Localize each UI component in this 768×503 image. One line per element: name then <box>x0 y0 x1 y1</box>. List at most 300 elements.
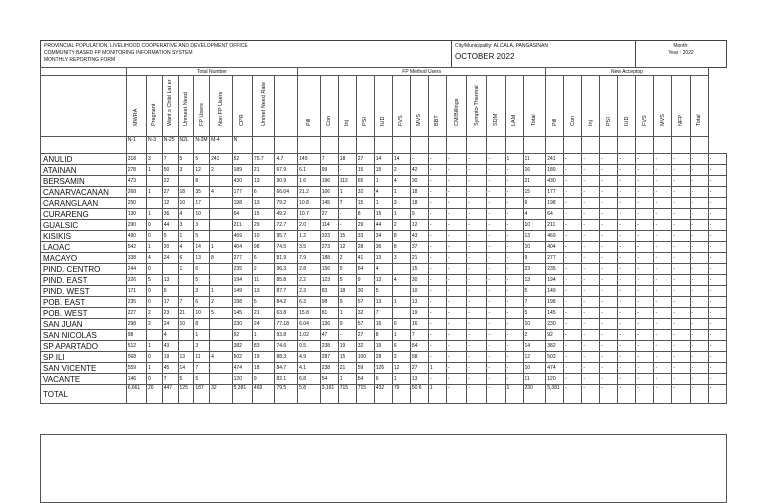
data-cell: - <box>446 165 466 176</box>
data-cell: 6 <box>178 253 194 264</box>
data-cell: - <box>636 275 654 286</box>
data-cell: 9 <box>252 374 275 385</box>
data-cell: 113 <box>338 176 356 187</box>
data-cell: 145 <box>320 198 338 209</box>
data-cell: - <box>600 341 618 352</box>
data-cell: - <box>690 154 708 165</box>
data-cell: - <box>564 154 582 165</box>
data-cell: 4 <box>178 209 194 220</box>
data-cell: 4.1 <box>298 363 321 374</box>
total-cell: - <box>467 385 487 404</box>
data-cell: 13 <box>374 297 392 308</box>
data-cell: - <box>338 209 356 220</box>
data-cell: 123 <box>320 275 338 286</box>
total-cell: - <box>618 385 636 404</box>
barangay-name: POB. EAST <box>41 297 127 308</box>
total-cell: 5.8 <box>298 385 321 404</box>
barangay-name: GUALSIC <box>41 220 127 231</box>
data-cell: 0 <box>146 352 162 363</box>
data-cell: - <box>600 198 618 209</box>
data-cell: 338 <box>126 253 146 264</box>
data-cell: 29 <box>252 220 275 231</box>
data-cell: - <box>618 154 636 165</box>
column-header-label: Unmet Need Rate <box>260 81 267 126</box>
data-cell: - <box>467 286 487 297</box>
data-cell: - <box>564 198 582 209</box>
data-cell: 92 <box>232 330 252 341</box>
column-header <box>162 76 178 137</box>
data-cell: 27 <box>410 363 428 374</box>
data-cell: 277 <box>232 253 252 264</box>
data-cell: - <box>467 220 487 231</box>
data-cell: 18 <box>178 187 194 198</box>
sub-header <box>690 137 708 154</box>
data-cell: 2 <box>392 352 410 363</box>
column-header <box>126 76 146 137</box>
data-cell: 30 <box>410 176 428 187</box>
data-cell: 3 <box>194 286 210 297</box>
data-cell: - <box>446 297 466 308</box>
data-cell: 177 <box>546 187 564 198</box>
data-cell: 244 <box>126 264 146 275</box>
data-cell: 19 <box>162 352 178 363</box>
barangay-name: POB. WEST <box>41 308 127 319</box>
data-cell: 18 <box>410 198 428 209</box>
data-cell: - <box>505 341 523 352</box>
data-cell: - <box>690 187 708 198</box>
column-header-label: Unmeet Need <box>182 92 189 126</box>
data-cell: 6 <box>252 253 275 264</box>
data-cell: 72.7 <box>275 220 298 231</box>
data-cell: 1.6 <box>298 176 321 187</box>
data-cell: 83 <box>252 341 275 352</box>
data-cell: 13 <box>523 231 546 242</box>
data-cell: - <box>446 275 466 286</box>
data-cell: - <box>708 363 726 374</box>
data-cell: 4 <box>146 253 162 264</box>
total-cell: 1 <box>428 385 446 404</box>
data-cell: 67.9 <box>275 165 298 176</box>
data-cell: - <box>446 264 466 275</box>
table-row <box>41 341 727 352</box>
data-cell: 7.9 <box>298 253 321 264</box>
data-cell: 1 <box>146 209 162 220</box>
data-cell <box>210 363 233 374</box>
group-fp-method-users: FP Method Users <box>298 68 546 76</box>
data-cell: 290 <box>126 220 146 231</box>
column-header-label: MVS <box>416 114 423 126</box>
data-cell: 1 <box>338 374 356 385</box>
data-cell: - <box>487 165 505 176</box>
data-cell: 1 <box>146 363 162 374</box>
table-row <box>41 264 727 275</box>
data-cell: - <box>600 319 618 330</box>
data-cell: 59 <box>356 363 374 374</box>
data-cell: 4 <box>162 330 178 341</box>
data-cell: 35 <box>194 187 210 198</box>
data-cell: 5 <box>178 374 194 385</box>
data-cell: 3 <box>146 154 162 165</box>
data-cell: 21 <box>338 363 356 374</box>
data-cell: 21.2 <box>298 187 321 198</box>
data-cell: - <box>636 352 654 363</box>
data-cell: - <box>690 253 708 264</box>
data-cell: - <box>636 319 654 330</box>
column-header <box>320 76 338 137</box>
data-cell: 198 <box>232 198 252 209</box>
data-cell: - <box>564 297 582 308</box>
data-cell: 0 <box>146 297 162 308</box>
data-cell: 14 <box>194 242 210 253</box>
data-cell: 5 <box>194 275 210 286</box>
data-cell: - <box>654 330 672 341</box>
data-cell: 65 <box>356 176 374 187</box>
data-cell: - <box>338 330 356 341</box>
data-cell: - <box>600 253 618 264</box>
data-cell: 230 <box>232 319 252 330</box>
data-cell: 318 <box>126 154 146 165</box>
data-cell: - <box>446 253 466 264</box>
data-cell: 43 <box>162 341 178 352</box>
data-cell: - <box>505 363 523 374</box>
data-cell: - <box>467 363 487 374</box>
data-cell: 5 <box>162 231 178 242</box>
data-cell: - <box>690 363 708 374</box>
data-cell: - <box>505 176 523 187</box>
data-cell: - <box>338 220 356 231</box>
data-cell: 21 <box>410 253 428 264</box>
data-cell: 15.8 <box>298 308 321 319</box>
data-cell: 13 <box>178 352 194 363</box>
data-cell: - <box>467 330 487 341</box>
data-cell: 194 <box>232 275 252 286</box>
barangay-name: SAN JUAN <box>41 319 127 330</box>
column-header <box>505 76 523 137</box>
data-cell <box>210 319 233 330</box>
sub-header <box>392 137 410 154</box>
month-label: Month: <box>673 43 689 49</box>
data-cell: - <box>690 209 708 220</box>
data-cell: 34 <box>374 231 392 242</box>
data-cell: 10 <box>194 308 210 319</box>
data-cell: 14 <box>392 154 410 165</box>
data-cell: 4 <box>392 275 410 286</box>
data-cell: - <box>446 374 466 385</box>
data-cell: 6 <box>194 264 210 275</box>
data-cell: 4 <box>210 352 233 363</box>
sub-header: M-4 <box>210 137 233 154</box>
data-cell: - <box>636 308 654 319</box>
data-cell: - <box>467 231 487 242</box>
data-cell: - <box>487 330 505 341</box>
data-cell: - <box>487 187 505 198</box>
data-cell: - <box>505 286 523 297</box>
data-cell: 54 <box>356 264 374 275</box>
data-cell: - <box>564 308 582 319</box>
data-cell: 7 <box>523 297 546 308</box>
data-cell: - <box>505 231 523 242</box>
column-header-label: MWRA <box>133 108 140 126</box>
column-header <box>546 76 564 137</box>
data-cell: 7 <box>162 374 178 385</box>
data-cell: 2 <box>146 308 162 319</box>
data-cell: 250 <box>126 198 146 209</box>
data-cell: - <box>487 198 505 209</box>
data-cell: - <box>428 176 446 187</box>
data-cell: 382 <box>232 341 252 352</box>
column-header-label: CPR <box>239 114 246 126</box>
data-cell: 2.2 <box>298 275 321 286</box>
data-cell: - <box>505 220 523 231</box>
data-cell: - <box>708 165 726 176</box>
column-header <box>428 76 446 137</box>
data-cell: - <box>690 264 708 275</box>
column-header-label: CM/Billings <box>453 98 460 126</box>
table-row <box>41 154 727 165</box>
report-period: OCTOBER 2022 <box>455 52 515 61</box>
data-cell: - <box>690 374 708 385</box>
column-header <box>392 76 410 137</box>
data-cell: - <box>654 187 672 198</box>
total-cell: 20 <box>146 385 162 404</box>
data-cell: 11 <box>194 352 210 363</box>
data-cell: 21 <box>178 308 194 319</box>
data-cell: - <box>618 374 636 385</box>
data-cell: - <box>636 286 654 297</box>
sub-header: N-2M <box>194 137 210 154</box>
data-cell: - <box>446 220 466 231</box>
data-cell: 13 <box>252 198 275 209</box>
barangay-name: SP ILI <box>41 352 127 363</box>
data-cell: 188 <box>320 253 338 264</box>
data-cell: - <box>487 275 505 286</box>
data-cell: 42 <box>410 165 428 176</box>
data-cell: 2 <box>392 165 410 176</box>
data-cell: - <box>618 352 636 363</box>
data-cell: 64 <box>232 209 252 220</box>
data-cell: 268 <box>126 187 146 198</box>
data-cell: - <box>467 297 487 308</box>
data-cell: 4 <box>178 242 194 253</box>
data-cell: 33 <box>356 231 374 242</box>
data-cell: - <box>505 165 523 176</box>
data-cell: - <box>690 198 708 209</box>
data-cell: 2 <box>392 220 410 231</box>
data-cell: - <box>708 297 726 308</box>
data-cell: - <box>618 198 636 209</box>
data-cell <box>162 264 178 275</box>
data-cell: - <box>564 319 582 330</box>
data-cell: - <box>582 374 600 385</box>
data-cell: - <box>582 352 600 363</box>
data-cell: 473 <box>126 176 146 187</box>
data-cell: - <box>487 209 505 220</box>
data-cell: - <box>446 209 466 220</box>
data-cell: 13 <box>410 374 428 385</box>
data-cell: - <box>672 275 690 286</box>
sub-header-row <box>41 137 727 154</box>
data-cell: 44 <box>162 220 178 231</box>
data-cell: 85.8 <box>275 275 298 286</box>
barangay-name: BERSAMIN <box>41 176 127 187</box>
table-row <box>41 176 727 187</box>
data-cell: - <box>690 352 708 363</box>
data-cell: - <box>672 297 690 308</box>
data-cell: - <box>446 231 466 242</box>
sub-header <box>298 137 321 154</box>
data-cell: 1 <box>392 187 410 198</box>
column-header <box>636 76 654 137</box>
data-cell: 3.5 <box>298 242 321 253</box>
data-cell: 1 <box>392 209 410 220</box>
column-header <box>232 76 252 137</box>
data-cell: - <box>428 308 446 319</box>
data-cell: 3 <box>392 253 410 264</box>
data-cell: 2 <box>338 253 356 264</box>
data-cell: - <box>672 165 690 176</box>
data-cell: - <box>487 231 505 242</box>
data-cell: - <box>564 242 582 253</box>
data-cell: - <box>600 297 618 308</box>
data-cell: 120 <box>232 374 252 385</box>
data-cell <box>210 330 233 341</box>
sub-header <box>600 137 618 154</box>
data-cell: 2.3 <box>298 286 321 297</box>
data-cell: - <box>708 176 726 187</box>
data-cell: 4.7 <box>275 154 298 165</box>
data-cell: 5 <box>374 286 392 297</box>
column-header <box>338 76 356 137</box>
data-cell <box>178 341 194 352</box>
data-cell: - <box>708 231 726 242</box>
data-cell: - <box>654 319 672 330</box>
data-cell <box>178 286 194 297</box>
data-cell: - <box>654 253 672 264</box>
data-cell: 404 <box>232 242 252 253</box>
data-cell: 15 <box>410 264 428 275</box>
barangay-name: CURARENG <box>41 209 127 220</box>
sub-header <box>582 137 600 154</box>
data-cell: - <box>690 286 708 297</box>
data-cell: - <box>600 209 618 220</box>
table-row <box>41 209 727 220</box>
sub-header <box>672 137 690 154</box>
data-cell: 7 <box>410 330 428 341</box>
header-blank <box>41 76 127 137</box>
column-header-label: Want s Child Lat er <box>167 79 174 126</box>
data-cell: - <box>467 176 487 187</box>
data-cell: - <box>582 187 600 198</box>
data-cell: 1 <box>505 154 523 165</box>
data-cell: 5 <box>178 154 194 165</box>
data-cell: 7 <box>194 363 210 374</box>
data-cell: 1 <box>374 198 392 209</box>
total-cell: 6,661 <box>126 385 146 404</box>
column-header <box>210 76 233 137</box>
data-cell: - <box>428 297 446 308</box>
total-cell: 79.5 <box>275 385 298 404</box>
data-cell: - <box>690 341 708 352</box>
data-cell: - <box>582 286 600 297</box>
data-cell: - <box>708 352 726 363</box>
column-header <box>600 76 618 137</box>
data-cell: - <box>690 297 708 308</box>
data-cell: 18 <box>338 286 356 297</box>
data-cell: 1 <box>194 330 210 341</box>
data-cell: 404 <box>546 242 564 253</box>
data-cell: - <box>672 308 690 319</box>
column-header <box>582 76 600 137</box>
data-cell: 1 <box>392 330 410 341</box>
data-cell: 15 <box>523 187 546 198</box>
data-cell: 95.7 <box>275 231 298 242</box>
data-cell: - <box>428 330 446 341</box>
data-cell: - <box>467 187 487 198</box>
data-cell: 230 <box>546 319 564 330</box>
data-cell: 99 <box>320 165 338 176</box>
data-cell: - <box>428 341 446 352</box>
data-cell: - <box>487 154 505 165</box>
data-cell: 512 <box>126 341 146 352</box>
data-cell: 9 <box>523 253 546 264</box>
data-cell: - <box>487 297 505 308</box>
data-cell: - <box>467 352 487 363</box>
data-cell: 211 <box>232 220 252 231</box>
column-header-label: Pregnant <box>151 103 158 126</box>
column-header-label: PSI <box>362 117 369 126</box>
data-cell <box>210 341 233 352</box>
column-header <box>523 76 546 137</box>
total-cell: - <box>582 385 600 404</box>
data-cell: - <box>428 187 446 198</box>
data-cell: - <box>618 242 636 253</box>
data-cell: 3 <box>194 341 210 352</box>
data-cell: - <box>582 275 600 286</box>
data-cell: - <box>467 154 487 165</box>
data-cell: - <box>654 297 672 308</box>
data-cell: 32 <box>356 308 374 319</box>
column-header-label: PSI <box>605 117 612 126</box>
data-cell: - <box>708 154 726 165</box>
data-cell: 63.8 <box>275 308 298 319</box>
data-cell: - <box>505 374 523 385</box>
data-cell: - <box>690 308 708 319</box>
data-cell: 4 <box>374 187 392 198</box>
data-cell: - <box>672 209 690 220</box>
data-cell: 2.0 <box>298 220 321 231</box>
data-cell: 149 <box>298 154 321 165</box>
data-cell: 3 <box>194 220 210 231</box>
data-cell: 28 <box>374 352 392 363</box>
data-cell: 198 <box>546 297 564 308</box>
data-cell: - <box>708 264 726 275</box>
data-cell: - <box>600 330 618 341</box>
year-label: Year : 2022 <box>668 50 694 56</box>
column-header-label: Sympto-Thermal <box>473 85 480 126</box>
data-cell: 24 <box>162 319 178 330</box>
data-cell: 4.9 <box>298 352 321 363</box>
column-header-label: Inj <box>344 120 351 126</box>
column-header-label: Non FP Users <box>217 91 224 126</box>
data-cell: - <box>428 198 446 209</box>
sub-header <box>428 137 446 154</box>
data-cell: - <box>428 374 446 385</box>
data-cell: 235 <box>126 297 146 308</box>
data-cell: 30 <box>356 286 374 297</box>
column-header-label: NFP <box>678 115 684 126</box>
data-cell: - <box>690 242 708 253</box>
data-cell: 13 <box>523 275 546 286</box>
